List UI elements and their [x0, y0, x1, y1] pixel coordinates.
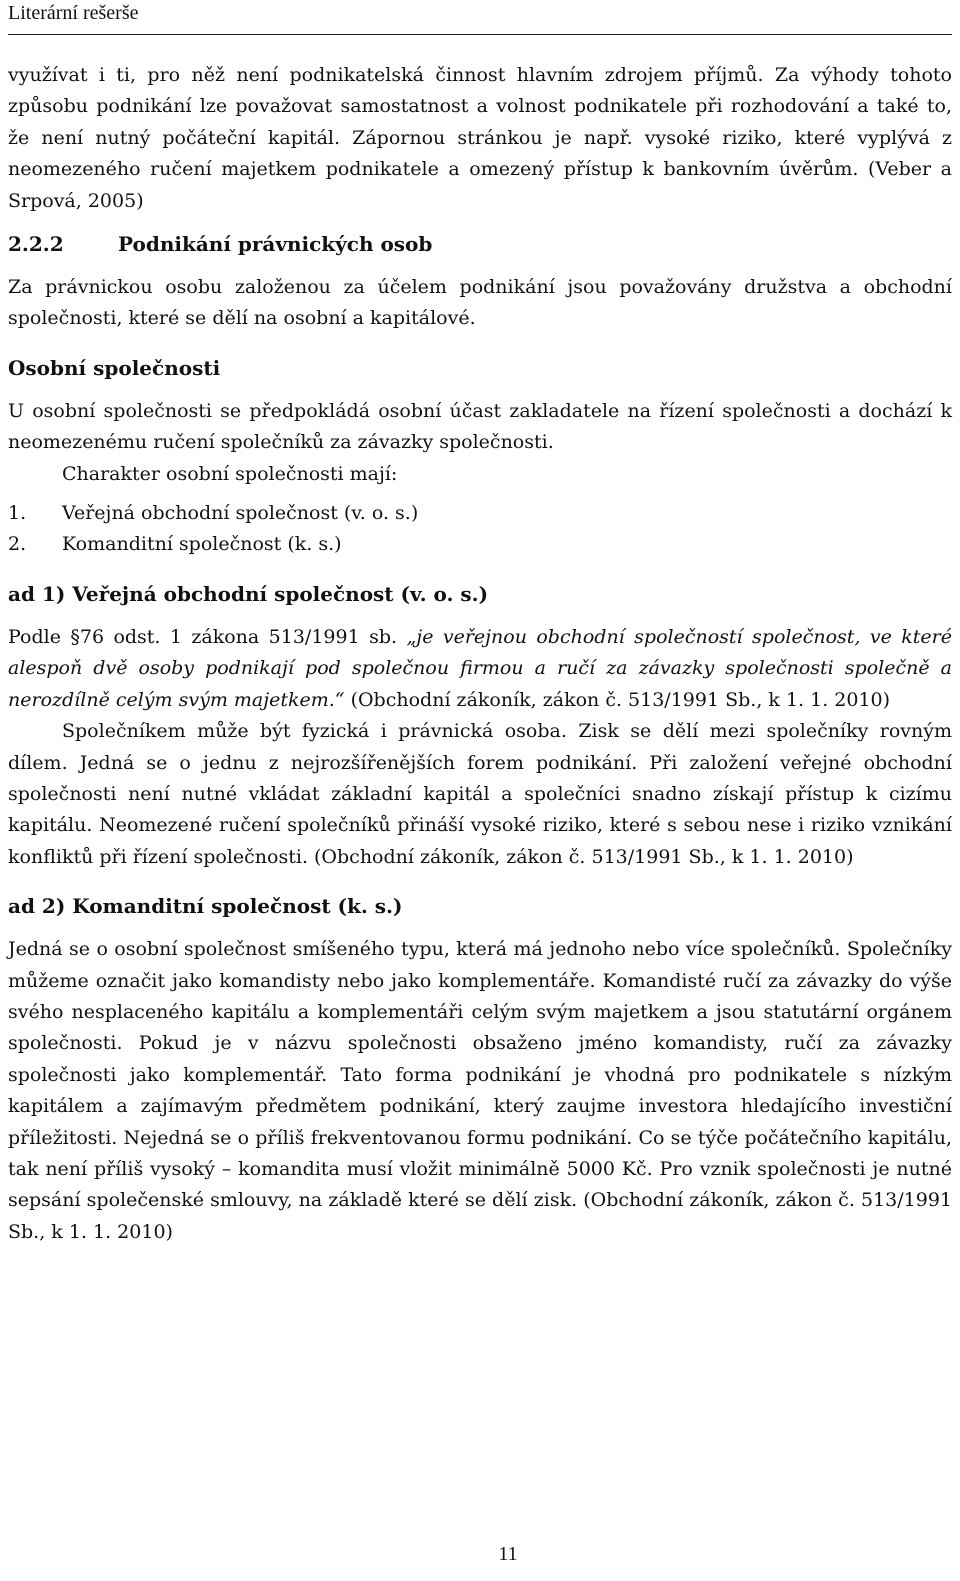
paragraph-vos-definition — [8, 622, 952, 716]
paragraph-charakter: Charakter osobní společnosti mají: — [62, 462, 398, 485]
header-title: Literární rešerše — [8, 2, 139, 24]
section-number: 2.2.2 — [8, 232, 64, 257]
paragraph-osobni: U osobní společnosti se předpokládá osobní účast zakladatele na řízení společnosti a dochází k neomezenému ručení společníků za závazky společnosti. — [8, 399, 952, 454]
paragraph-vos-details — [8, 716, 952, 873]
section-heading — [8, 229, 952, 260]
heading-osobni: Osobní společnosti — [8, 355, 221, 380]
list-item — [8, 529, 952, 560]
paragraph-legal-persons: Za právnickou osobu založenou za účelem podnikání jsou považovány družstva a obchodní společnosti, které se dělí na osobní a kapitálové. — [8, 276, 952, 330]
section-title: Podnikání právnických osob — [118, 232, 433, 257]
paragraph-ks: Jedná se o osobní společnost smíšeného typu, která má jednoho nebo více společníků. Společníky můžeme označit jako komandisty nebo jako komplementáře. Komandisté ručí za závazky do výše svého nesplaceného kapitálu a komplementáři celým svým majetkem a jsou statutární orgánem společnosti. Pokud je v názvu společnosti obsaženo jméno komandisty, ručí za závazky společnosti jako komplementář. Tato forma podnikání je vhodná pro podnikatele s nízkým kapitálem a zajímavým předmětem podnikání, který zaujme investora hledajícího investiční příležitosti. Nejedná se o příliš frekventovanou formu podnikání. Co se týče počátečního kapitálu, tak není příliš vysoký – komandita musí vložit minimálně 5000 Kč. Pro vznik společnosti je nutné sepsání společenské smlouvy, na základě které se dělí zisk. (Obchodní zákoník, zákon č. 513/1991 Sb., k 1. 1. 2010) — [8, 938, 952, 1243]
list-text: Komanditní společnost (k. s.) — [62, 533, 342, 556]
vos-lead: Podle §76 odst. 1 zákona 513/1991 sb. — [8, 625, 407, 648]
heading-ks: ad 2) Komanditní společnost (k. s.) — [8, 894, 403, 919]
vos-citation: (Obchodní zákoník, zákon č. 513/1991 Sb., k 1. 1. 2010) — [344, 688, 891, 711]
vos-details-text: Společníkem může být fyzická i právnická osoba. Zisk se dělí mezi společníky rovným dílem. Jedná se o jednu z nejrozšířenějších forem podnikání. Při založení veřejné obchodní společnosti není nutné vkládat základní kapitál a společníci snadno získají přístup k cizímu kapitálu. Neomezené ručení společníků přináší vysoké riziko, které s sebou nese i riziko vznikání konfliktů při řízení společnosti. (Obchodní zákoník, zákon č. 513/1991 Sb., k 1. 1. 2010) — [8, 720, 952, 868]
page-number: 11 — [498, 1543, 518, 1565]
list-number: 2. — [8, 533, 27, 556]
page-body — [8, 60, 952, 1248]
heading-vos: ad 1) Veřejná obchodní společnost (v. o. s.) — [8, 581, 489, 606]
paragraph-intro: využívat i ti, pro něž není podnikatelská činnost hlavním zdrojem příjmů. Za výhody tohoto způsobu podnikání lze považovat samostatnost a volnost podnikatele při rozhodování a také to, že není nutný počáteční kapitál. Zápornou stránkou je např. vysoké riziko, které vyplývá z neomezeného ručení majetkem podnikatele a omezený přístup k bankovním úvěrům. (Veber a Srpová, 2005) — [8, 64, 952, 212]
vos-quote: „je veřejnou obchodní společností společnost, ve které alespoň dvě osoby podnikají pod společnou firmou a ručí za závazky společnosti společně a nerozdílně celým svým majetkem.“ — [8, 625, 952, 711]
list-item — [8, 498, 952, 529]
list-text: Veřejná obchodní společnost (v. o. s.) — [62, 502, 419, 525]
running-header — [8, 0, 952, 35]
list-number: 1. — [8, 502, 27, 525]
